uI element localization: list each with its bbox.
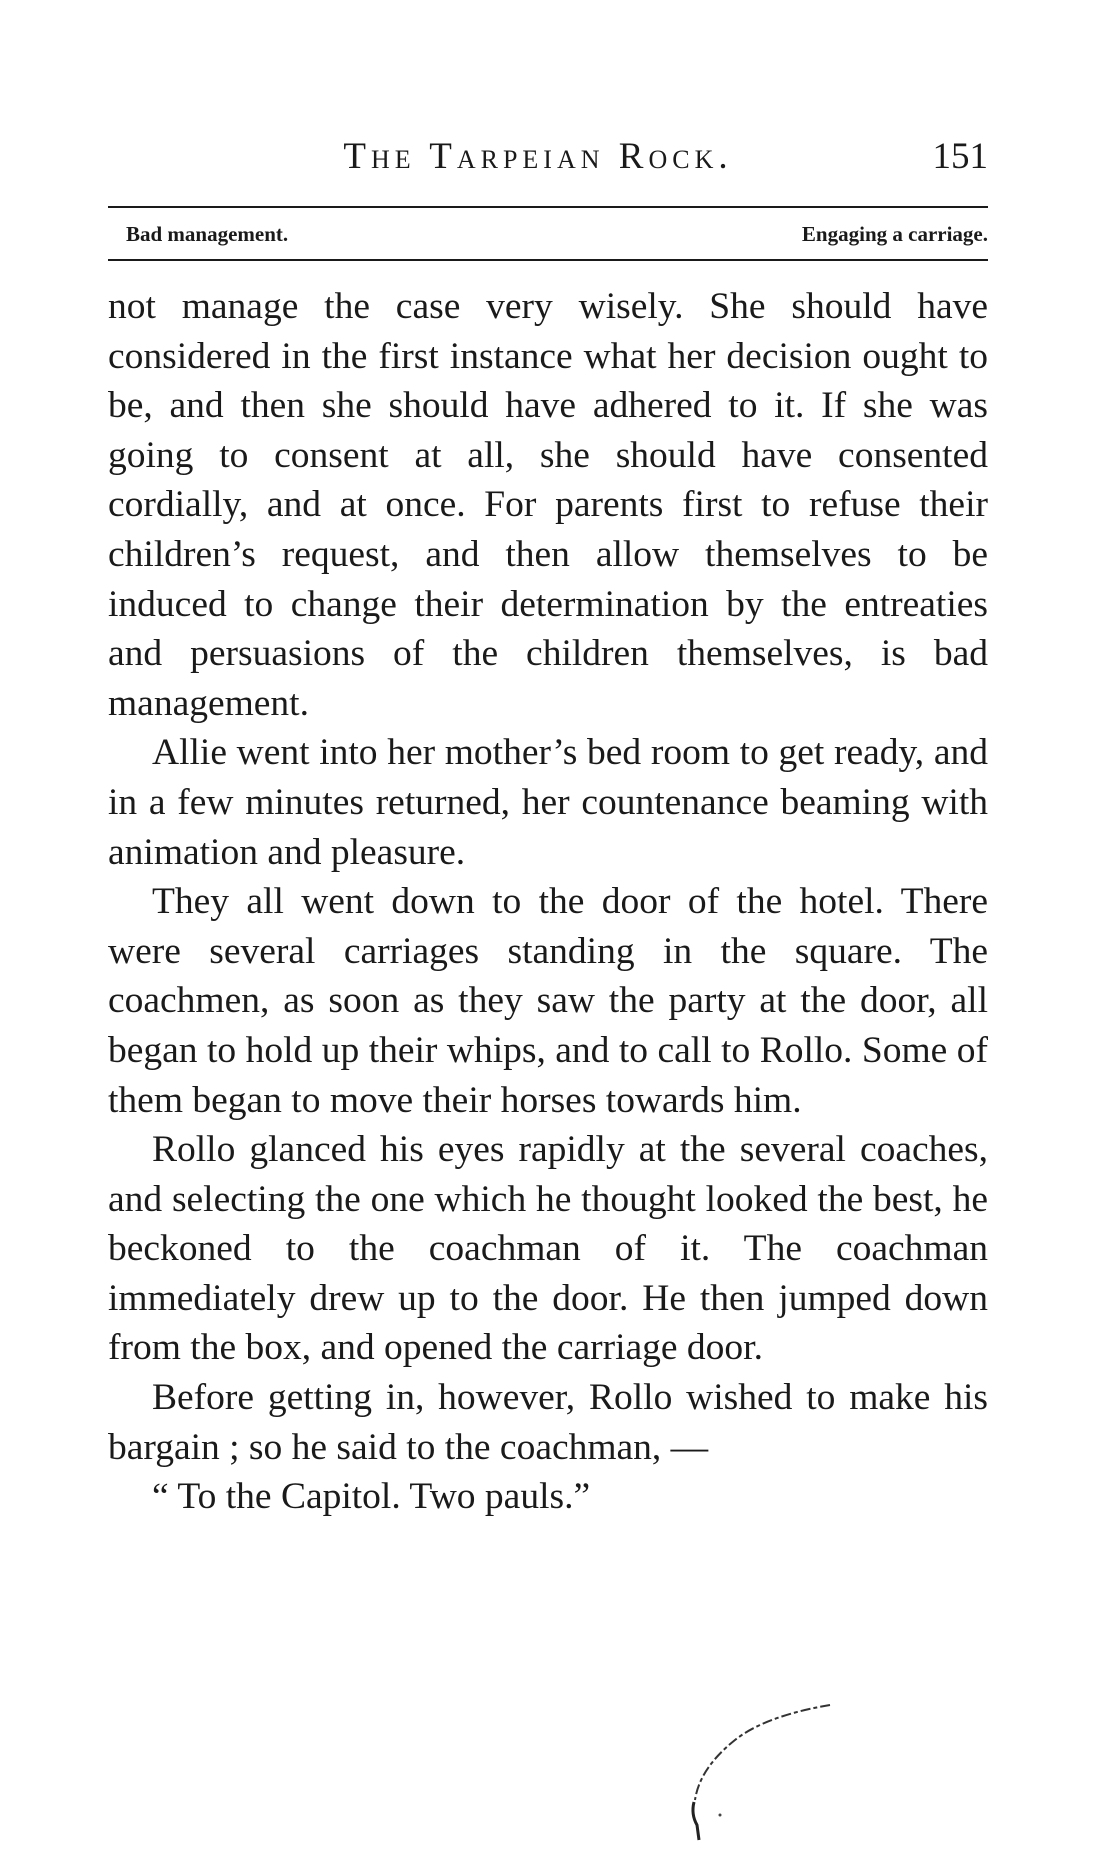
body-text	[108, 282, 988, 1522]
paragraph: Rollo glanced his eyes rapidly at the several coaches, and selecting the one which he thought looked the best, he beckoned to the coachman of it. The coachman immediately drew up to the door. He then jumped down from the box, and opened the carriage door.	[108, 1129, 988, 1369]
header-rule-top	[108, 206, 988, 208]
paragraph: They all went down to the door of the hotel. There were several carriages standing in the square. The coachmen, as soon as they saw the party at the door, all began to hold up their whips, and to call to Rollo. Some of them began to move their horses towards him.	[108, 881, 988, 1121]
pen-mark-icon	[680, 1700, 850, 1850]
page-number: 151	[932, 136, 988, 177]
subheader-left: Bad management.	[126, 222, 289, 246]
header-rule-bottom	[108, 259, 988, 261]
paragraph: Allie went into her mother’s bed room to get ready, and in a few minutes returned, her countenance beaming with animation and pleasure.	[108, 732, 988, 873]
paragraph: “ To the Capitol. Two pauls.”	[152, 1476, 591, 1518]
running-head	[108, 132, 988, 182]
paragraph: not manage the case very wisely. She should have considered in the first instance what her decision ought to be, and then she should have adhered to it. If she was going to consent at all, she should have consented cordially, and at once. For parents first to refuse their children’s request, and then allow themselves to be induced to change their determination by the entreaties and persuasions of the children themselves, is bad management.	[108, 286, 988, 724]
paragraph: Before getting in, however, Rollo wished to make his bargain ; so he said to the coachman, —	[108, 1377, 988, 1468]
subheader-right: Engaging a carriage.	[801, 222, 988, 246]
running-title: The Tarpeian Rock.	[343, 136, 733, 177]
subheader	[126, 214, 988, 254]
